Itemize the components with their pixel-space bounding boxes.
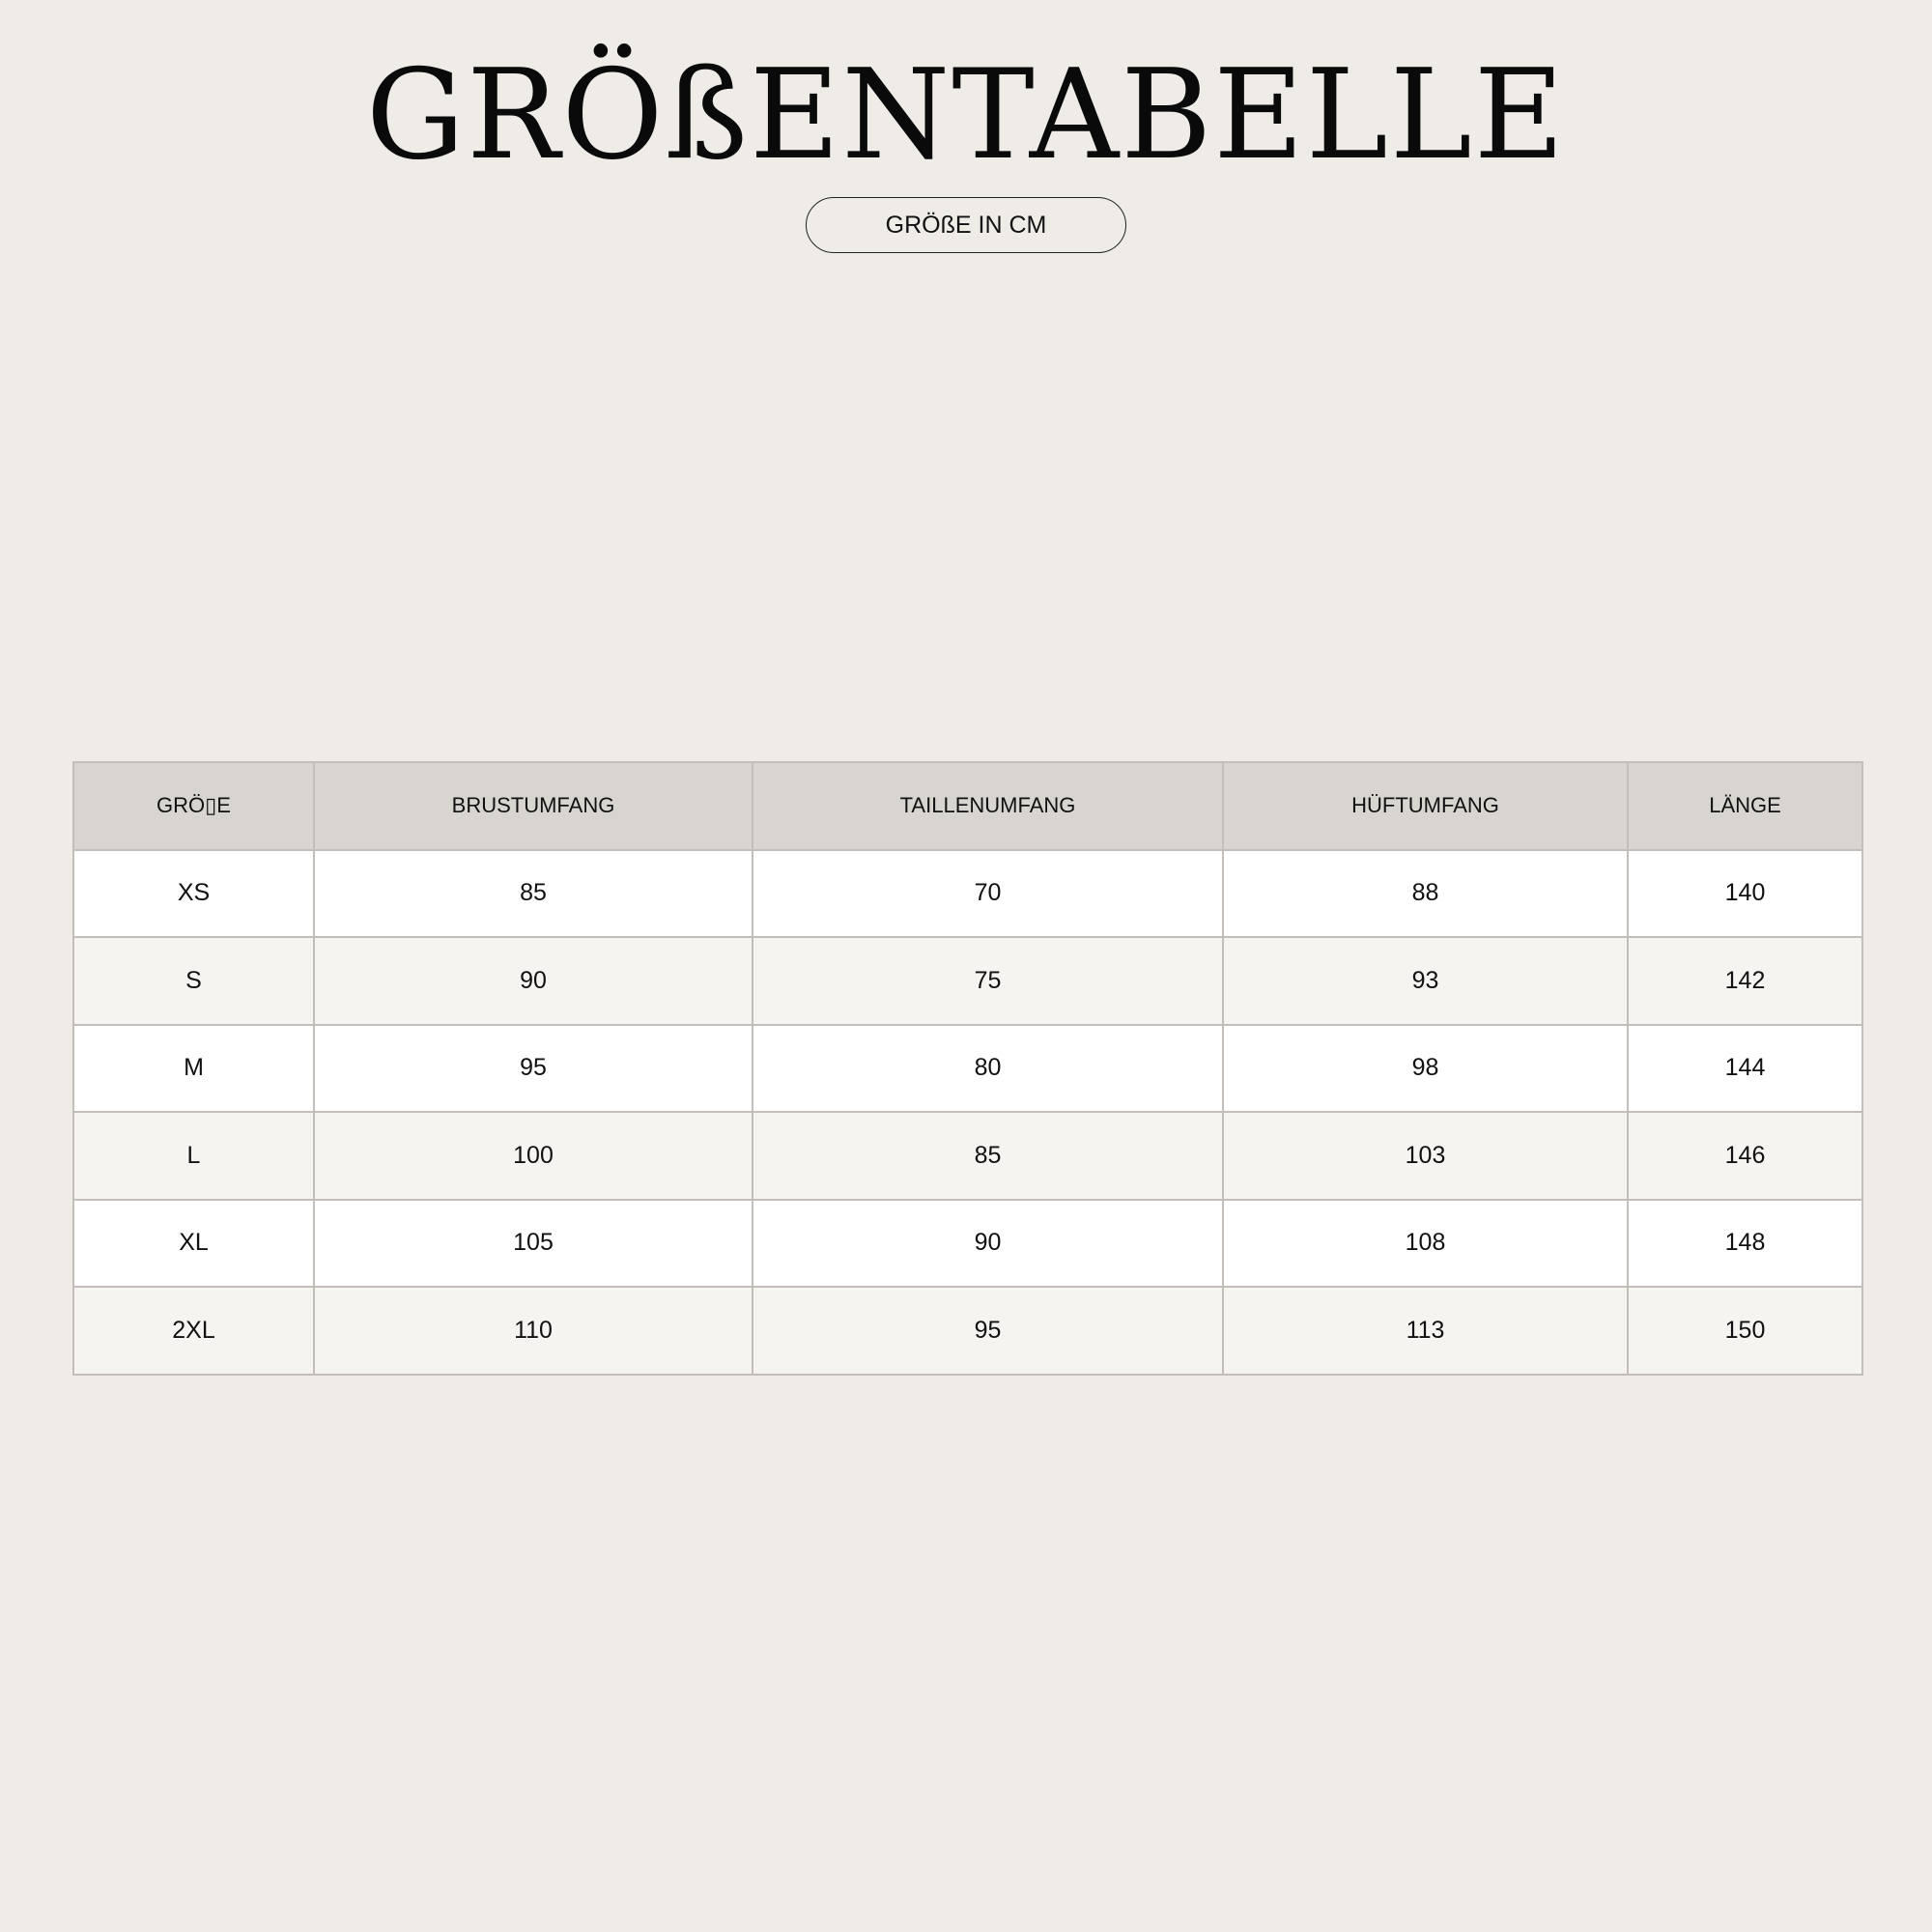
- cell-waist: 70: [753, 850, 1223, 938]
- cell-size: L: [73, 1112, 314, 1200]
- cell-waist: 85: [753, 1112, 1223, 1200]
- cell-waist: 80: [753, 1025, 1223, 1113]
- cell-chest: 105: [314, 1200, 753, 1288]
- header-waist: TAILLENUMFANG: [753, 762, 1223, 850]
- cell-hip: 103: [1223, 1112, 1628, 1200]
- table-row: [73, 1287, 1862, 1375]
- cell-length: 150: [1628, 1287, 1862, 1375]
- table-row: [73, 1200, 1862, 1288]
- cell-size: XL: [73, 1200, 314, 1288]
- cell-waist: 75: [753, 937, 1223, 1025]
- table-row: [73, 937, 1862, 1025]
- cell-chest: 110: [314, 1287, 753, 1375]
- cell-hip: 108: [1223, 1200, 1628, 1288]
- cell-size: M: [73, 1025, 314, 1113]
- page-title: GRÖßENTABELLE: [365, 43, 1567, 187]
- cell-length: 144: [1628, 1025, 1862, 1113]
- cell-hip: 98: [1223, 1025, 1628, 1113]
- unit-badge: GRÖßE IN CM: [806, 197, 1126, 253]
- cell-size: XS: [73, 850, 314, 938]
- header-hip: HÜFTUMFANG: [1223, 762, 1628, 850]
- table-row: [73, 1025, 1862, 1113]
- cell-length: 140: [1628, 850, 1862, 938]
- cell-hip: 88: [1223, 850, 1628, 938]
- cell-waist: 95: [753, 1287, 1223, 1375]
- header-length: LÄNGE: [1628, 762, 1862, 850]
- cell-length: 146: [1628, 1112, 1862, 1200]
- cell-length: 148: [1628, 1200, 1862, 1288]
- cell-chest: 95: [314, 1025, 753, 1113]
- cell-waist: 90: [753, 1200, 1223, 1288]
- header-size: GRÖ▯E: [73, 762, 314, 850]
- cell-hip: 113: [1223, 1287, 1628, 1375]
- cell-size: S: [73, 937, 314, 1025]
- table-header-row: [73, 762, 1862, 850]
- table-row: [73, 850, 1862, 938]
- size-table: [72, 761, 1863, 1376]
- cell-hip: 93: [1223, 937, 1628, 1025]
- header-chest: BRUSTUMFANG: [314, 762, 753, 850]
- table-row: [73, 1112, 1862, 1200]
- cell-length: 142: [1628, 937, 1862, 1025]
- cell-chest: 90: [314, 937, 753, 1025]
- cell-chest: 100: [314, 1112, 753, 1200]
- cell-chest: 85: [314, 850, 753, 938]
- cell-size: 2XL: [73, 1287, 314, 1375]
